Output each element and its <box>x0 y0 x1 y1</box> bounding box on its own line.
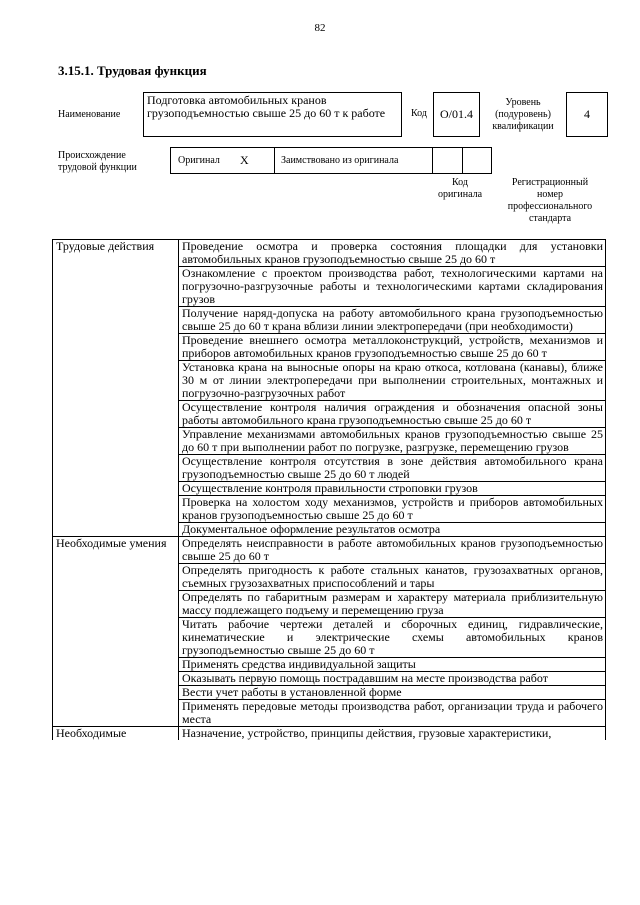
item-cell: Вести учет работы в установленной форме <box>179 686 606 700</box>
table-row <box>53 727 606 741</box>
code-original-label: Код оригинала <box>437 177 483 200</box>
item-cell: Назначение, устройство, принципы действия, грузовые характеристики, <box>179 727 606 741</box>
code-label: Код <box>411 108 427 119</box>
original-mark: X <box>240 153 249 167</box>
reg-number-label: Регистрационный номер профессионального стандарта <box>507 177 593 224</box>
item-cell: Установка крана на выносные опоры на краю откоса, котлована (канавы), ближе 30 м от линии электропередачи при выполнении строительных, монтажных и погрузочно-разгрузочных работ <box>179 361 606 401</box>
name-value-box <box>143 92 402 137</box>
origin-divider-2 <box>432 147 433 174</box>
name-value: Подготовка автомобильных кранов грузоподъемностью свыше 25 до 60 т к работе <box>147 93 386 120</box>
origin-divider-3 <box>462 147 463 174</box>
item-cell: Применять передовые методы производства работ, организации труда и рабочего места <box>179 700 606 727</box>
table-row <box>53 537 606 564</box>
item-cell: Осуществление контроля правильности строповки грузов <box>179 482 606 496</box>
item-cell: Осуществление контроля наличия ограждения и обозначения опасной зоны работы автомобильного крана грузоподъемностью свыше 25 до 60 т <box>179 401 606 428</box>
item-cell: Осуществление контроля отсутствия в зоне действия автомобильного крана грузоподъемностью свыше 25 до 60 т людей <box>179 455 606 482</box>
item-cell: Управление механизмами автомобильных кранов грузоподъемностью свыше 25 до 60 т при выполнении работ по погрузке, разгрузке, перемещению грузов <box>179 428 606 455</box>
level-label: Уровень (подуровень) квалификации <box>492 97 554 132</box>
item-cell: Проведение внешнего осмотра металлоконструкций, устройств, механизмов и приборов автомобильных кранов грузоподъемностью свыше 25 до 60 т <box>179 334 606 361</box>
item-cell: Определять неисправности в работе автомобильных кранов грузоподъемностью свыше 25 до 60 т <box>179 537 606 564</box>
level-value: 4 <box>566 92 608 137</box>
item-cell: Получение наряд-допуска на работу автомобильного крана грузоподъемностью свыше 25 до 60 т крана вблизи линии электропередачи (при необходимости) <box>179 307 606 334</box>
function-table <box>52 239 606 740</box>
item-cell: Определять по габаритным размерам и характеру материала приблизительную массу подлежащего подъему и перемещению груза <box>179 591 606 618</box>
item-cell: Читать рабочие чертежи деталей и сборочных единиц, гидравлические, кинематические и электрические схемы автомобильных кранов грузоподъемностью свыше 25 до 60 т <box>179 618 606 658</box>
original-label: Оригинал <box>178 154 220 166</box>
item-cell: Применять средства индивидуальной защиты <box>179 658 606 672</box>
category-cell: Трудовые действия <box>53 240 179 537</box>
category-cell: Необходимые <box>53 727 179 741</box>
table-row <box>53 240 606 267</box>
item-cell: Ознакомление с проектом производства работ, технологическими картами на погрузочно-разгрузочные работы и технологическими картами складирования грузов <box>179 267 606 307</box>
origin-divider-1 <box>274 147 275 174</box>
item-cell: Определять пригодность к работе стальных канатов, грузозахватных органов, съемных грузозахватных приспособлений и тары <box>179 564 606 591</box>
section-heading: 3.15.1. Трудовая функция <box>58 63 207 78</box>
item-cell: Оказывать первую помощь пострадавшим на месте производства работ <box>179 672 606 686</box>
page-number: 82 <box>314 22 326 34</box>
borrowed-label: Заимствовано из оригинала <box>281 154 399 166</box>
item-cell: Проверка на холостом ходу механизмов, устройств и приборов автомобильных кранов грузоподъемностью свыше 25 до 60 т <box>179 496 606 523</box>
name-label: Наименование <box>58 109 121 120</box>
code-value: О/01.4 <box>433 92 480 137</box>
item-cell: Документальное оформление результатов осмотра <box>179 523 606 537</box>
category-cell: Необходимые умения <box>53 537 179 727</box>
origin-label: Происхождение трудовой функции <box>58 150 137 173</box>
item-cell: Проведение осмотра и проверка состояния площадки для установки автомобильных кранов грузоподъемностью свыше 25 до 60 т <box>179 240 606 267</box>
